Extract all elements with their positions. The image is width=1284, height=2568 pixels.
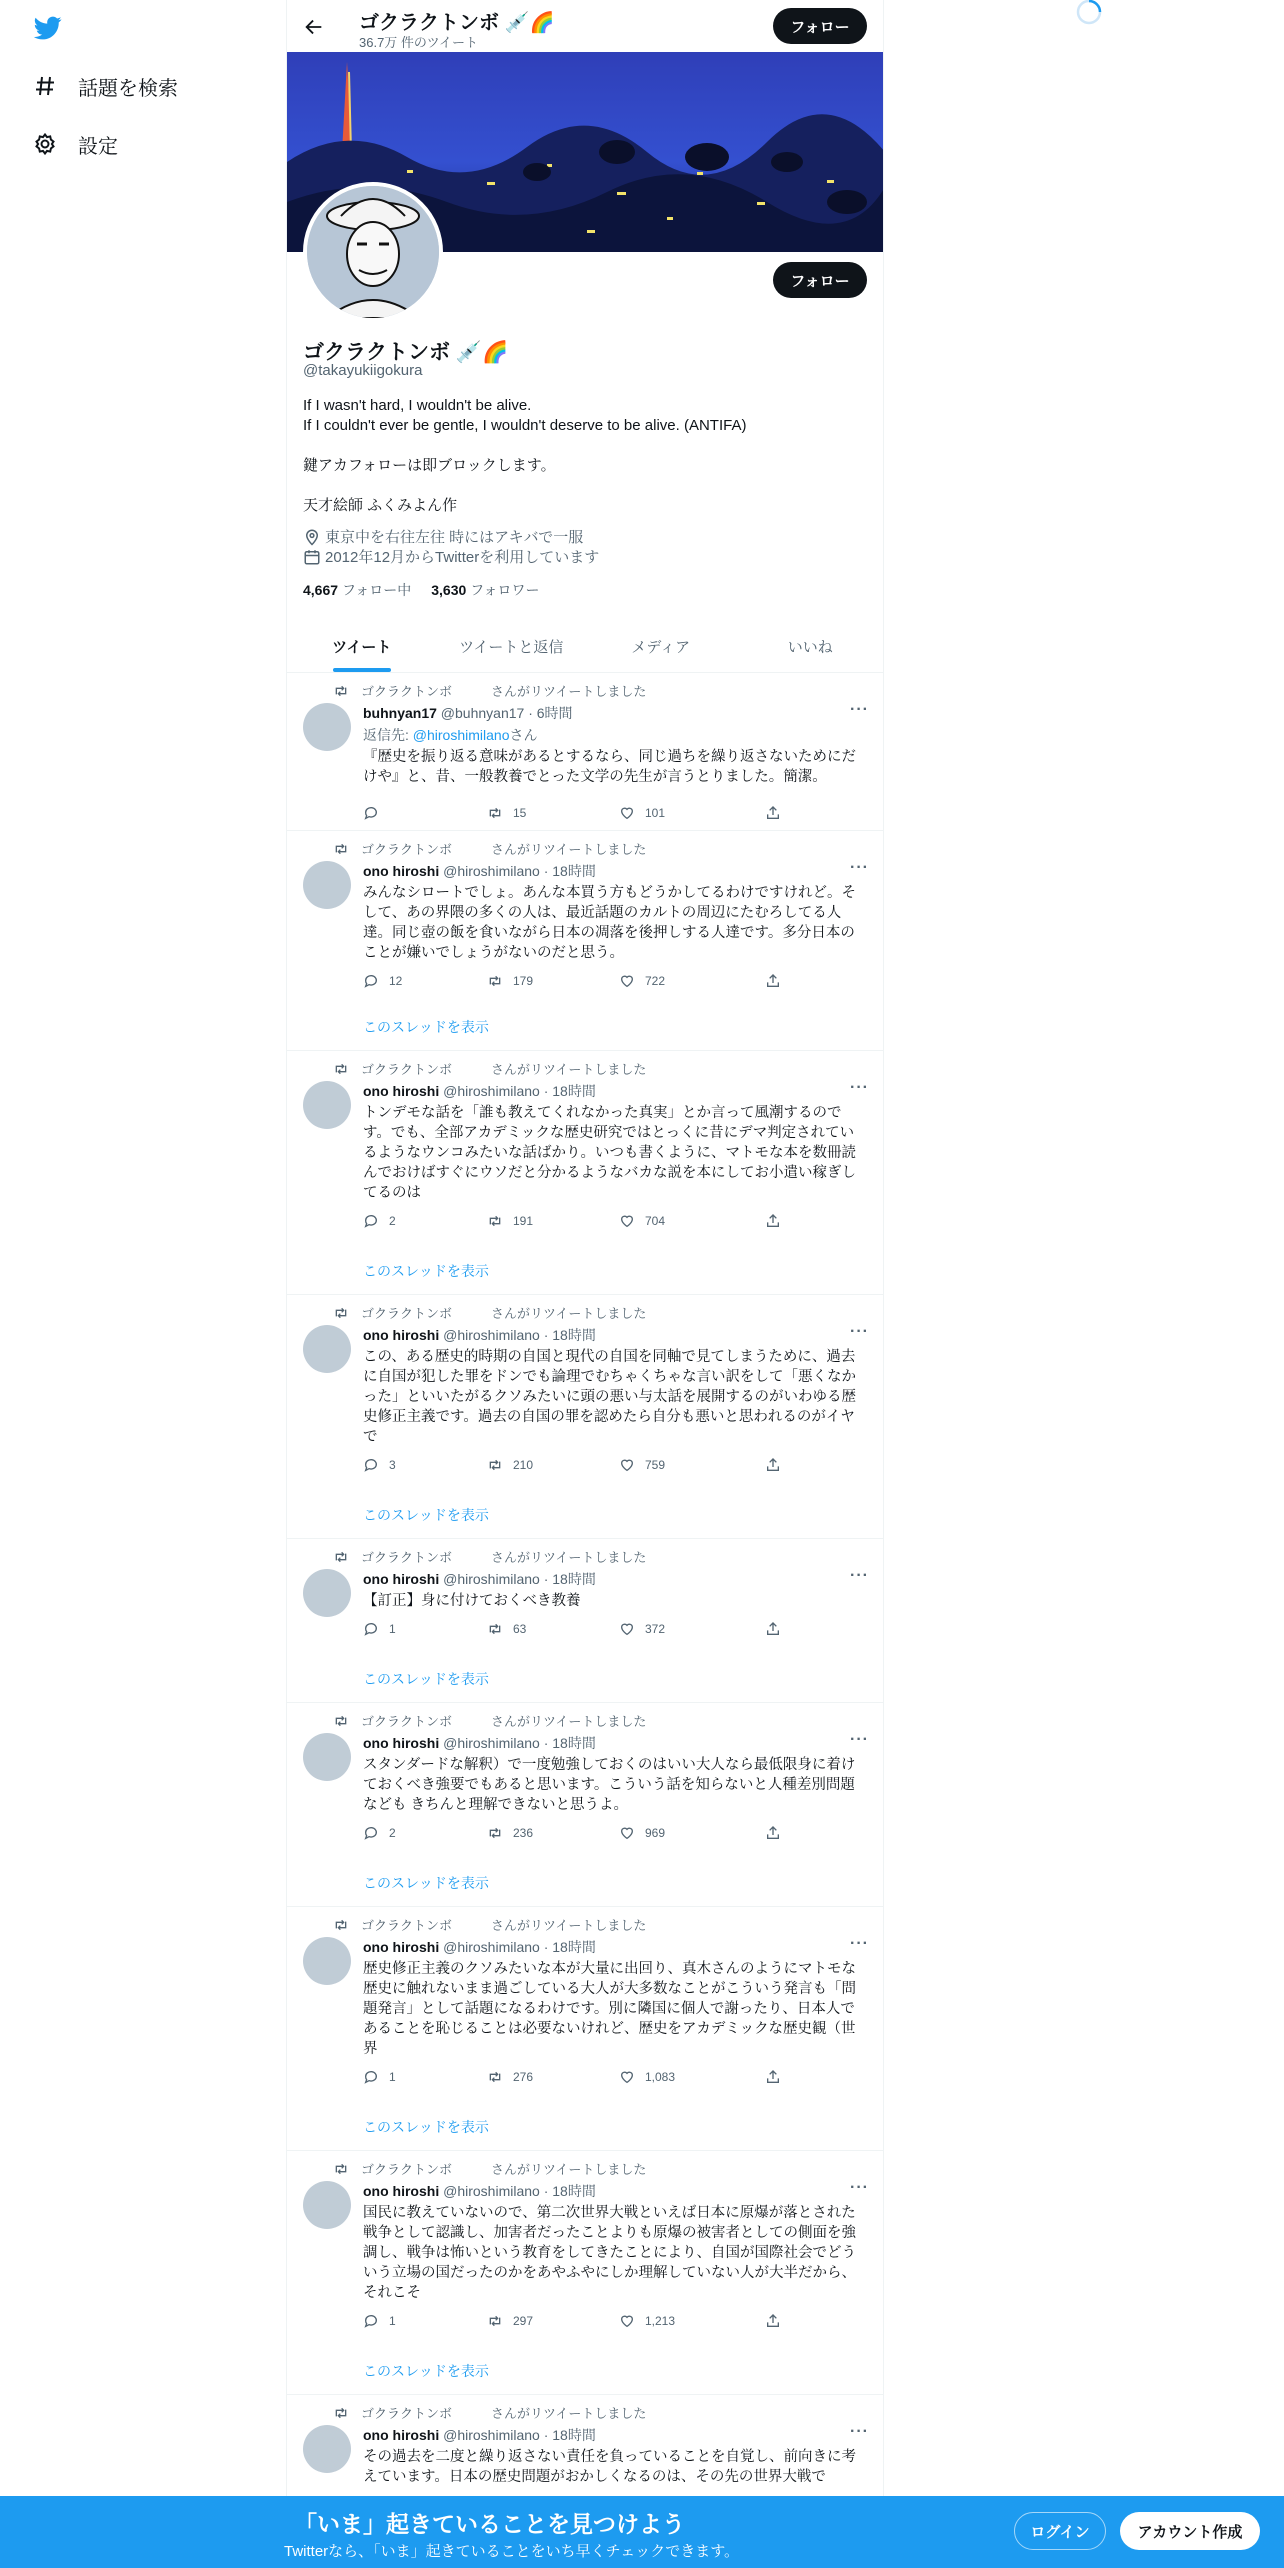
tweet-time[interactable]: 18時間: [552, 2183, 596, 2199]
share-button[interactable]: [765, 1213, 791, 1229]
tweet-item[interactable]: [287, 673, 884, 831]
heart-icon: [619, 2069, 645, 2085]
tab-likes[interactable]: いいね: [787, 638, 833, 656]
reply-count: 1: [389, 1622, 396, 1636]
profile-handle: @takayukiigokura: [303, 362, 423, 379]
bio-line: 天才絵師 ふくみよん作: [303, 497, 458, 514]
reply-button[interactable]: [363, 973, 402, 989]
retweet-indicator: [333, 1059, 646, 1078]
heart-icon: [619, 805, 645, 821]
retweet-count: 276: [513, 2070, 534, 2084]
like-button[interactable]: [619, 973, 665, 989]
tweet-item[interactable]: [287, 1539, 884, 1703]
retweet-count: 63: [513, 1622, 527, 1636]
tweet-author-handle[interactable]: @hiroshimilano: [443, 1327, 540, 1343]
share-icon: [765, 1457, 791, 1473]
header-follow-button[interactable]: フォロー: [773, 8, 867, 44]
tweet-text: 『歴史を振り返る意味があるとするなら、同じ過ちを繰り返さないためにだけや』と、昔、一般教養でとった文学の先生が言うとりました。簡潔。: [363, 749, 856, 785]
share-button[interactable]: [765, 2069, 791, 2085]
bio-line: [303, 476, 869, 496]
tweet-author-name[interactable]: ono hiroshi: [363, 2427, 440, 2443]
sidebar-item-settings[interactable]: [32, 124, 118, 164]
more-options-icon[interactable]: ···: [850, 2179, 869, 2196]
retweet-indicator: [333, 1547, 646, 1566]
tweet-actions: [363, 2313, 783, 2333]
tweet-time[interactable]: 18時間: [552, 1327, 596, 1343]
tweet-avatar[interactable]: [303, 1937, 351, 1985]
reply-icon: [363, 973, 389, 989]
tweet-author-handle[interactable]: @hiroshimilano: [443, 863, 540, 879]
bio-line: If I wasn't hard, I wouldn't be alive.: [303, 397, 532, 414]
reply-button[interactable]: [363, 1457, 396, 1473]
tab-tweets-and-replies[interactable]: ツイートと返信: [459, 638, 564, 656]
retweet-small-icon: [333, 1917, 349, 1933]
reply-count: 3: [389, 1458, 396, 1472]
profile-joined: [303, 546, 599, 567]
retweet-button[interactable]: [487, 2313, 533, 2329]
share-icon: [765, 973, 791, 989]
like-button[interactable]: [619, 1825, 665, 1841]
more-options-icon[interactable]: ···: [850, 1731, 869, 1748]
like-button[interactable]: [619, 1621, 665, 1637]
tweet-item[interactable]: [287, 1907, 884, 2151]
location-pin-icon: [303, 528, 321, 546]
signup-banner-subtitle: Twitterなら、「いま」起きていることをいち早くチェックできます。: [284, 2543, 740, 2560]
profile-header-bar: [287, 0, 884, 52]
share-icon: [765, 1213, 791, 1229]
tweet-header: ono hiroshi @hiroshimilano · 18時間: [363, 1083, 596, 1099]
tweet-time[interactable]: 18時間: [552, 863, 596, 879]
tweet-author-handle[interactable]: @buhnyan17: [440, 705, 525, 721]
reply-icon: [363, 805, 389, 821]
heart-icon: [619, 1213, 645, 1229]
retweet-indicator: [333, 681, 646, 700]
tweet-item[interactable]: [287, 1295, 884, 1539]
retweet-indicator: [333, 839, 646, 858]
tweet-author-name[interactable]: ono hiroshi: [363, 863, 440, 879]
bio-line: [303, 436, 869, 456]
retweet-indicator-text: ゴクラクトンボ さんがリツイートしました: [361, 1306, 647, 1321]
like-count: 101: [645, 806, 666, 820]
tweet-author-name[interactable]: ono hiroshi: [363, 1735, 440, 1751]
tweet-author-name[interactable]: ono hiroshi: [363, 1939, 440, 1955]
reply-to-suffix: さん: [509, 727, 538, 743]
tweet-text: 歴史修正主義のクソみたいな本が大量に出回り、真木さんのようにマトモな歴史に触れないまま過ごしている大人が大多数なことがこういう発言も「問題発言」として話題になるわけです。別に隣国に個人で謝ったり、日本人であることを恥じることは必要ないけれど、歴史をアカデミックな歴史観（世界: [363, 1961, 856, 2057]
tweet-header: ono hiroshi @hiroshimilano · 18時間: [363, 2427, 596, 2443]
retweet-count: 179: [513, 974, 534, 988]
sidebar-item-label: 話題を検索: [78, 77, 178, 100]
share-icon: [765, 2313, 791, 2329]
profile-avatar[interactable]: [303, 182, 443, 322]
tweet-author-name[interactable]: ono hiroshi: [363, 1083, 440, 1099]
sidebar: [0, 0, 286, 2568]
tweet-time[interactable]: 18時間: [552, 1571, 596, 1587]
tweet-time[interactable]: 18時間: [552, 1939, 596, 1955]
show-thread-link[interactable]: このスレッドを表示: [363, 2119, 489, 2135]
heart-icon: [619, 2313, 645, 2329]
tweet-count: 36.7万 件のツイート: [359, 35, 479, 50]
retweet-count: 15: [513, 806, 527, 820]
share-icon: [765, 805, 791, 821]
retweet-indicator-text: ゴクラクトンボ さんがリツイートしました: [361, 1714, 647, 1729]
tweet-header: ono hiroshi @hiroshimilano · 18時間: [363, 1571, 596, 1587]
retweet-indicator-text: ゴクラクトンボ さんがリツイートしました: [361, 1550, 647, 1565]
retweet-indicator: [333, 1915, 646, 1934]
followers-link[interactable]: [431, 580, 539, 600]
retweet-small-icon: [333, 2161, 349, 2177]
show-thread-link[interactable]: このスレッドを表示: [363, 2363, 489, 2379]
retweet-icon: [487, 1213, 513, 1229]
retweet-icon: [487, 805, 513, 821]
hashtag-icon: [32, 73, 58, 99]
like-count: 759: [645, 1458, 666, 1472]
retweet-button[interactable]: [487, 1457, 533, 1473]
main-column: [286, 0, 884, 2568]
like-button[interactable]: [619, 1457, 665, 1473]
tweet-author-name[interactable]: ono hiroshi: [363, 2183, 440, 2199]
following-link[interactable]: [303, 580, 411, 600]
retweet-indicator: [333, 1303, 646, 1322]
tweet-actions: [363, 1457, 783, 1477]
tab-tweets[interactable]: ツイート: [287, 620, 437, 672]
tweet-avatar[interactable]: [303, 1733, 351, 1781]
tweet-avatar[interactable]: [303, 1325, 351, 1373]
reply-button[interactable]: [363, 1621, 396, 1637]
retweet-icon: [487, 1825, 513, 1841]
heart-icon: [619, 973, 645, 989]
retweet-indicator: [333, 1711, 646, 1730]
like-count: 704: [645, 1214, 666, 1228]
signup-button[interactable]: アカウント作成: [1120, 2512, 1260, 2550]
signup-banner: [0, 2496, 1284, 2568]
retweet-icon: [487, 2313, 513, 2329]
tweet-author-handle[interactable]: @hiroshimilano: [443, 2183, 540, 2199]
retweet-icon: [487, 1621, 513, 1637]
following-count: 4,667: [303, 582, 339, 598]
like-count: 372: [645, 1622, 666, 1636]
twitter-logo-icon[interactable]: [32, 14, 64, 42]
like-button[interactable]: [619, 2313, 675, 2329]
reply-icon: [363, 2313, 389, 2329]
following-label: フォロー中: [341, 582, 412, 598]
sidebar-item-label: 設定: [78, 135, 118, 158]
heart-icon: [619, 1457, 645, 1473]
share-button[interactable]: [765, 973, 791, 989]
tweet-text: みんなシロートでしょ。あんな本買う方もどうかしてるわけですけれど。そして、あの界隈の多くの人は、最近話題のカルトの周辺にたむろしてる人達。同じ壺の飯を食いながら日本の凋落を後押しする人達です。多分日本のことが嫌いでしょうがないのだと思う。: [363, 885, 856, 961]
reply-to-prefix: 返信先:: [363, 727, 413, 743]
tweet-item[interactable]: [287, 831, 884, 1051]
reply-icon: [363, 1621, 389, 1637]
more-options-icon[interactable]: ···: [850, 1935, 869, 1952]
retweet-indicator-text: ゴクラクトンボ さんがリツイートしました: [361, 2162, 647, 2177]
retweet-count: 191: [513, 1214, 534, 1228]
login-button[interactable]: ログイン: [1014, 2512, 1106, 2550]
like-count: 722: [645, 974, 666, 988]
reply-icon: [363, 1457, 389, 1473]
followers-count: 3,630: [431, 582, 467, 598]
tweet-actions: [363, 973, 783, 993]
tweet-text: その過去を二度と繰り返さない責任を負っていることを自覚し、前向きに考えています。日本の歴史問題がおかしくなるのは、その先の世界大戦で: [363, 2449, 856, 2485]
retweet-small-icon: [333, 1305, 349, 1321]
show-thread-link[interactable]: このスレッドを表示: [363, 1671, 489, 1687]
like-count: 969: [645, 1826, 666, 1840]
reply-count: 12: [389, 974, 403, 988]
like-button[interactable]: [619, 2069, 675, 2085]
share-button[interactable]: [765, 1621, 791, 1637]
tweet-avatar[interactable]: [303, 2425, 351, 2473]
tweet-author-handle[interactable]: @hiroshimilano: [443, 1571, 540, 1587]
tweet-header: ono hiroshi @hiroshimilano · 18時間: [363, 1327, 596, 1343]
reply-button[interactable]: [363, 1213, 396, 1229]
like-count: 1,083: [645, 2070, 676, 2084]
retweet-indicator: [333, 2159, 646, 2178]
gear-icon: [32, 131, 58, 157]
tweet-text: トンデモな話を「誰も教えてくれなかった真実」とか言って風潮するのです。でも、全部アカデミックな歴史研究ではとっくに昔にデマ判定されているようなウンコみたいな話ばかり。いつも書くように、マトモな本を数冊読んでおけばすぐにウソだと分かるようなバカな説を本にしてお小遣い稼ぎしてるのは: [363, 1105, 856, 1201]
followers-label: フォロワー: [470, 582, 540, 598]
retweet-small-icon: [333, 1061, 349, 1077]
retweet-button[interactable]: [487, 1213, 533, 1229]
tweet-item[interactable]: [287, 2151, 884, 2395]
reply-icon: [363, 2069, 389, 2085]
retweet-count: 236: [513, 1826, 534, 1840]
more-options-icon[interactable]: ···: [850, 1079, 869, 1096]
tweet-text: 国民に教えていないので、第二次世界大戦といえば日本に原爆が落とされた戦争として認識し、加害者だったことよりも原爆の被害者としての側面を強調し、戦争は怖いという教育をしてきたことにより、自国が国際社会でどういう立場の国だったのかをあやふやにしか理解していない人が大半だから、それこそ: [363, 2205, 856, 2301]
more-options-icon[interactable]: ···: [850, 2423, 869, 2440]
like-count: 1,213: [645, 2314, 676, 2328]
like-button[interactable]: [619, 1213, 665, 1229]
share-button[interactable]: [765, 1825, 791, 1841]
retweet-button[interactable]: [487, 973, 533, 989]
tweet-time[interactable]: 18時間: [552, 1735, 596, 1751]
retweet-count: 210: [513, 1458, 534, 1472]
retweet-button[interactable]: [487, 2069, 533, 2085]
tweet-author-name[interactable]: ono hiroshi: [363, 1571, 440, 1587]
tab-media[interactable]: メディア: [631, 638, 691, 656]
tweet-item[interactable]: [287, 1051, 884, 1295]
retweet-small-icon: [333, 2405, 349, 2421]
tweet-time[interactable]: 18時間: [552, 2427, 596, 2443]
tweet-actions: [363, 805, 783, 825]
tweet-author-handle[interactable]: @hiroshimilano: [443, 2427, 540, 2443]
tweet-header: ono hiroshi @hiroshimilano · 18時間: [363, 2183, 596, 2199]
retweet-count: 297: [513, 2314, 534, 2328]
reply-to-link[interactable]: @hiroshimilano: [412, 727, 510, 743]
retweet-small-icon: [333, 1549, 349, 1565]
profile-name: ゴクラクトンボ 💉🌈: [303, 341, 509, 364]
tweet-avatar[interactable]: [303, 703, 351, 751]
profile-bio: [303, 396, 869, 516]
loading-spinner-icon: [1074, 0, 1104, 26]
reply-button[interactable]: [363, 2069, 396, 2085]
show-thread-link[interactable]: このスレッドを表示: [363, 1875, 489, 1891]
retweet-small-icon: [333, 841, 349, 857]
tweet-time[interactable]: 18時間: [552, 1083, 596, 1099]
retweet-icon: [487, 1457, 513, 1473]
more-options-icon[interactable]: ···: [850, 859, 869, 876]
retweet-button[interactable]: [487, 1621, 526, 1637]
retweet-indicator-text: ゴクラクトンボ さんがリツイートしました: [361, 684, 647, 699]
more-options-icon[interactable]: ···: [850, 1323, 869, 1340]
heart-icon: [619, 1621, 645, 1637]
show-thread-link[interactable]: このスレッドを表示: [363, 1263, 489, 1279]
reply-icon: [363, 1213, 389, 1229]
tweet-author-name[interactable]: ono hiroshi: [363, 1327, 440, 1343]
retweet-button[interactable]: [487, 805, 526, 821]
follow-stats: [303, 580, 540, 600]
tweet-text: スタンダードな解釈）で一度勉強しておくのはいい大人なら最低限身に着けておくべき強要でもあると思います。こういう話を知らないと人種差別問題なども きちんと理解できないと思うよ。: [363, 1757, 856, 1813]
signup-banner-title: 「いま」起きていることを見つけよう: [294, 2511, 685, 2537]
reply-count: 2: [389, 1214, 396, 1228]
tweet-actions: [363, 2069, 783, 2089]
reply-count: 2: [389, 1826, 396, 1840]
tweet-header: ono hiroshi @hiroshimilano · 18時間: [363, 863, 596, 879]
share-button[interactable]: [765, 805, 791, 821]
reply-button[interactable]: [363, 805, 389, 821]
bio-line: 鍵アカフォローは即ブロックします。: [303, 457, 556, 474]
tweet-text: この、ある歴史的時期の自国と現代の自国を同軸で見てしまうために、過去に自国が犯した罪をドンでも論理でむちゃくちゃな言い訳をして「悪くなかった」といいたがるクソみたいに頭の悪い与太話を展開するのがいわゆる歴史修正主義です。過去の自国の罪を認めたら自分も悪いと思われるのがイヤで: [363, 1349, 856, 1445]
more-options-icon[interactable]: ···: [850, 1567, 869, 1584]
retweet-button[interactable]: [487, 1825, 533, 1841]
tweet-author-name[interactable]: buhnyan17: [363, 705, 437, 721]
profile-location: [303, 526, 583, 547]
reply-count: 1: [389, 2314, 396, 2328]
tweet-header: ono hiroshi @hiroshimilano · 18時間: [363, 1735, 596, 1751]
tweet-avatar[interactable]: [303, 2181, 351, 2229]
tweet-header: ono hiroshi @hiroshimilano · 18時間: [363, 1939, 596, 1955]
retweet-indicator: [333, 2403, 646, 2422]
tweet-text: 【訂正】身に付けておくべき教養: [363, 1593, 581, 1609]
reply-icon: [363, 1825, 389, 1841]
reply-to-line: [363, 725, 537, 745]
profile-tabs: [287, 620, 884, 673]
back-arrow-icon[interactable]: [301, 14, 327, 40]
retweet-indicator-text: ゴクラクトンボ さんがリツイートしました: [361, 1918, 647, 1933]
tweet-avatar[interactable]: [303, 1569, 351, 1617]
reply-count: 1: [389, 2070, 396, 2084]
tweet-author-handle[interactable]: @hiroshimilano: [443, 1735, 540, 1751]
retweet-small-icon: [333, 683, 349, 699]
tweet-avatar[interactable]: [303, 1081, 351, 1129]
heart-icon: [619, 1825, 645, 1841]
tweet-item[interactable]: [287, 1703, 884, 1907]
profile-follow-button[interactable]: フォロー: [773, 262, 867, 298]
retweet-small-icon: [333, 1713, 349, 1729]
retweet-icon: [487, 2069, 513, 2085]
retweet-indicator-text: ゴクラクトンボ さんがリツイートしました: [361, 2406, 647, 2421]
retweet-indicator-text: ゴクラクトンボ さんがリツイートしました: [361, 1062, 647, 1077]
tweet-author-handle[interactable]: @hiroshimilano: [443, 1939, 540, 1955]
show-thread-link[interactable]: このスレッドを表示: [363, 1507, 489, 1523]
share-button[interactable]: [765, 2313, 791, 2329]
location-text: 東京中を右往左往 時にはアキバで一服: [325, 529, 584, 546]
like-button[interactable]: [619, 805, 665, 821]
reply-button[interactable]: [363, 2313, 396, 2329]
bio-line: If I couldn't ever be gentle, I wouldn't deserve to be alive. (ANTIFA): [303, 417, 747, 434]
share-button[interactable]: [765, 1457, 791, 1473]
tweet-header: buhnyan17 @buhnyan17 · 6時間: [363, 705, 573, 721]
reply-button[interactable]: [363, 1825, 396, 1841]
tweet-author-handle[interactable]: @hiroshimilano: [443, 1083, 540, 1099]
calendar-icon: [303, 548, 321, 566]
more-options-icon[interactable]: ···: [850, 701, 869, 718]
sidebar-item-explore[interactable]: [32, 66, 178, 106]
tweet-avatar[interactable]: [303, 861, 351, 909]
tweet-time[interactable]: 6時間: [536, 705, 573, 721]
share-icon: [765, 1621, 791, 1637]
tweet-actions: [363, 1825, 783, 1845]
tweet-actions: [363, 1213, 783, 1233]
tweet-actions: [363, 1621, 783, 1641]
retweet-icon: [487, 973, 513, 989]
header-name: ゴクラクトンボ 💉🌈: [359, 12, 555, 34]
share-icon: [765, 1825, 791, 1841]
show-thread-link[interactable]: このスレッドを表示: [363, 1019, 489, 1035]
retweet-indicator-text: ゴクラクトンボ さんがリツイートしました: [361, 842, 647, 857]
share-icon: [765, 2069, 791, 2085]
joined-text: 2012年12月からTwitterを利用しています: [325, 549, 600, 566]
